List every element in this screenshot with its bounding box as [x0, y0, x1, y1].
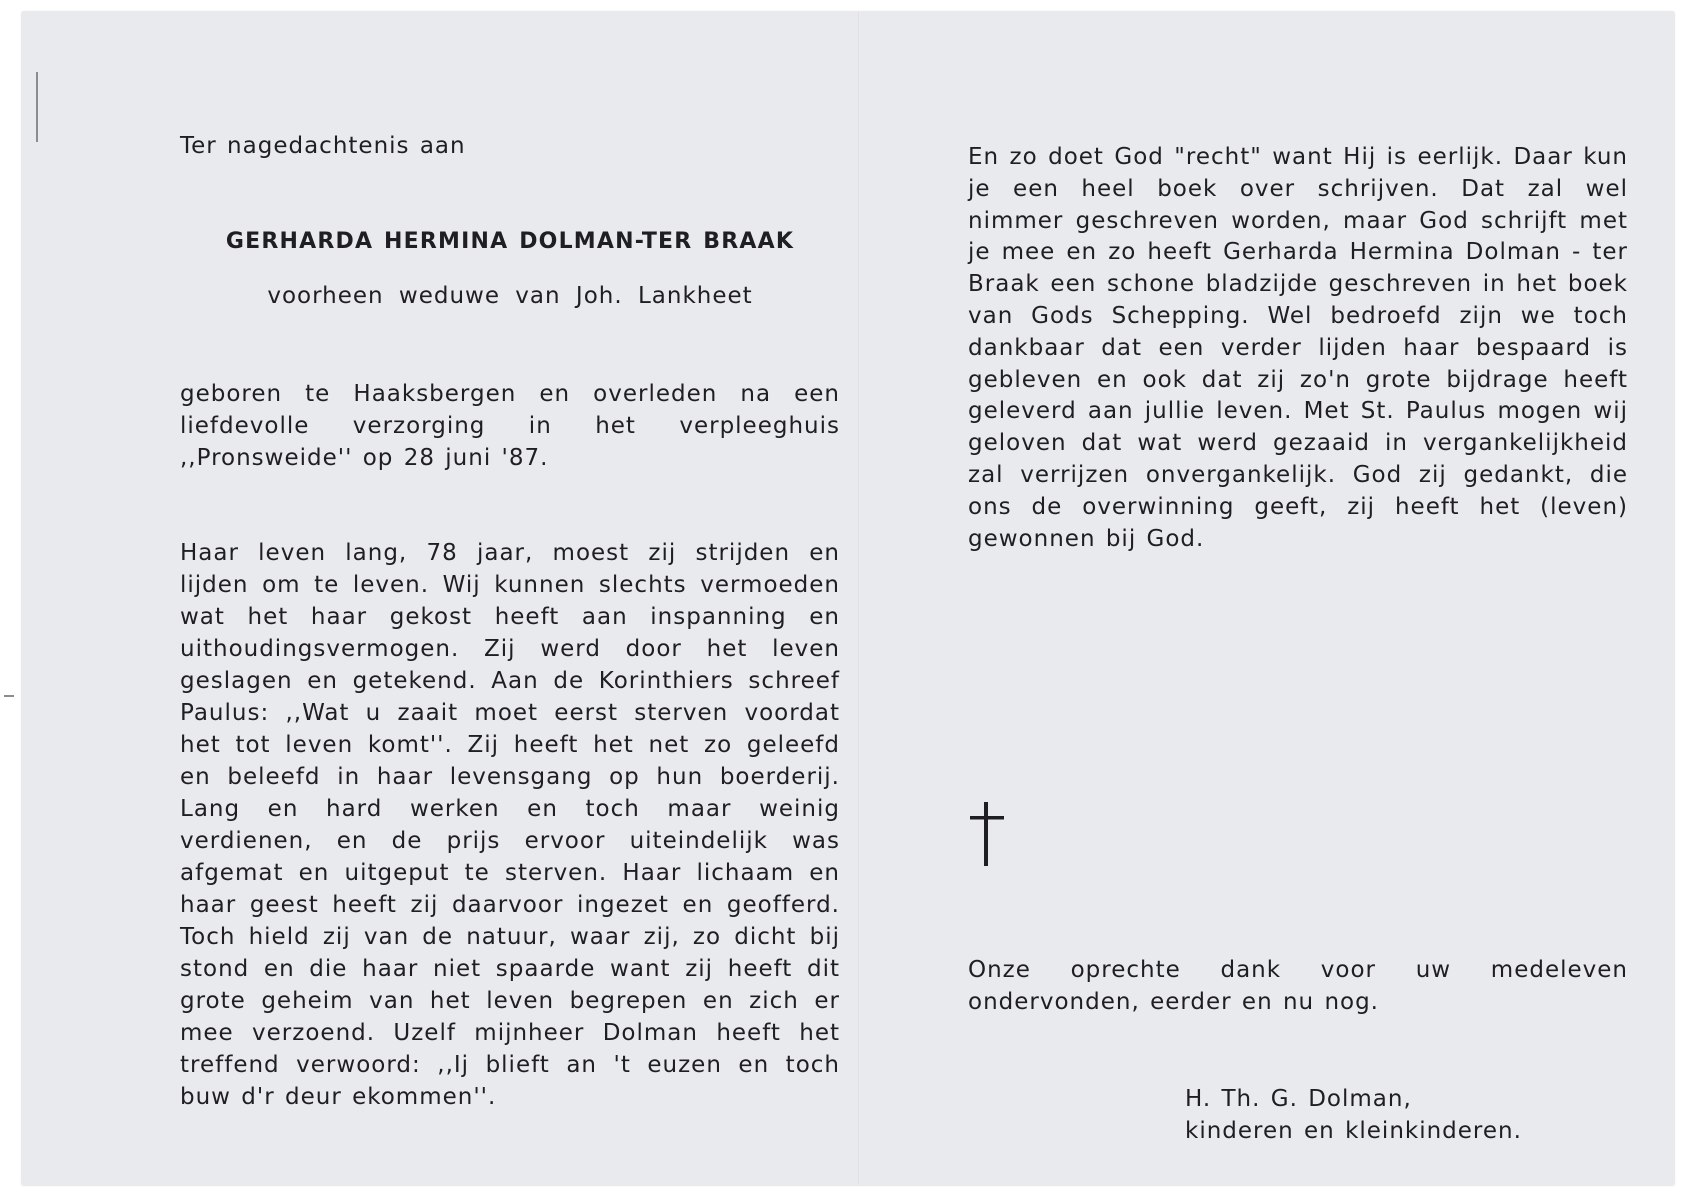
- signoff: [1185, 1083, 1522, 1147]
- left-edge-mark: [36, 72, 38, 142]
- deceased-name: GERHARDA HERMINA DOLMAN-TER BRAAK: [225, 229, 795, 254]
- signoff-family: kinderen en kleinkinderen.: [1185, 1118, 1522, 1144]
- thanks-paragraph: Onze oprechte dank voor uw medeleven ondervonden, eerder en nu nog.: [968, 957, 1628, 1015]
- intro-line: Ter nagedachtenis aan: [180, 133, 466, 159]
- memorial-card: [22, 12, 1674, 1185]
- life-paragraph: Haar leven lang, 78 jaar, moest zij strijden en lijden om te leven. Wij kunnen slechts vermoeden wat het haar gekost heeft aan inspanning en uithoudingsvermogen. Zij werd door het leven geslagen en getekend. Aan de Korinthiers schreef Paulus: ,,Wat u zaait moet eerst sterven voordat het tot leven komt''. Zij heeft het net zo geleefd en beleefd in haar levensgang op hun boerderij. Lang en hard werken en toch maar weinig verdienen, en de prijs ervoor uiteindelijk was afgemat en uitgeput te sterven. Haar lichaam en haar geest heeft zij daarvoor ingezet en geofferd. Toch hield zij van de natuur, waar zij, zo dicht bij stond en die haar niet spaarde want zij heeft dit grote geheim van het leven begrepen en zich er mee verzoend. Uzelf mijnheer Dolman heeft het treffend verwoord: ,,Ij blieft an 't euzen en toch buw d'r deur ekommen''.: [180, 540, 840, 1110]
- signoff-name: H. Th. G. Dolman,: [1185, 1086, 1412, 1112]
- card-fold: [858, 12, 860, 1185]
- faith-paragraph: En zo doet God "recht" want Hij is eerlijk. Daar kun je een heel boek over schrijven. Dat zal wel nimmer geschreven worden, maar God schrijft met je mee en zo heeft Gerharda Hermina Dolman - ter Braak een schone bladzijde geschreven in het boek van Gods Schepping. Wel bedroefd zijn we toch dankbaar dat een verder lijden haar bespaard is gebleven en ook dat zij zo'n grote bijdrage heeft geleverd aan jullie leven. Met St. Paulus mogen wij geloven dat wat werd gezaaid in vergankelijkheid zal verrijzen onvergankelijk. God zij gedankt, die ons de overwinning geeft, zij heeft het (leven) gewonnen bij God.: [968, 144, 1628, 552]
- birth-death-paragraph: geboren te Haaksbergen en overleden na een liefdevolle verzorging in het verpleeghuis ,,Pronsweide'' op 28 juni '87.: [180, 381, 840, 471]
- cross-icon: [968, 802, 1006, 866]
- previous-marriage: voorheen weduwe van Joh. Lankheet: [267, 283, 753, 309]
- left-edge-mark-lower: [4, 695, 14, 697]
